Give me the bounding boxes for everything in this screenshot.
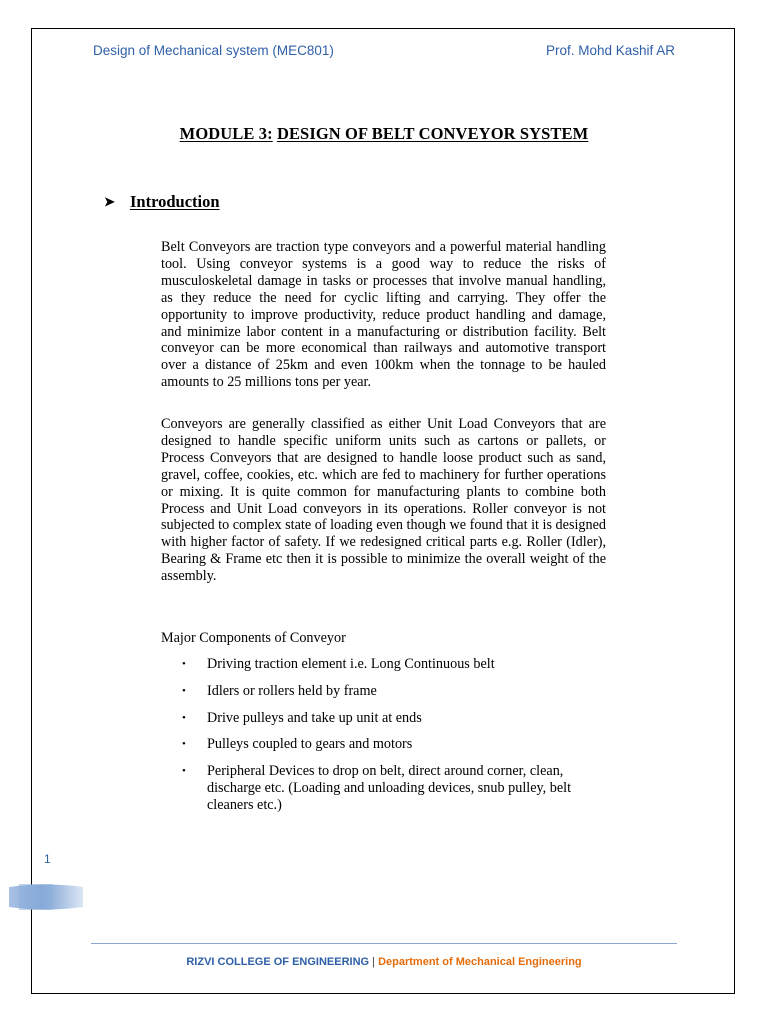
bullet-icon: •: [182, 684, 186, 697]
bullet-icon: •: [182, 658, 186, 670]
components-list: [182, 656, 612, 824]
list-item: • Peripheral Devices to drop on belt, direct around corner, clean, discharge etc. (Loading and unloading devices, snub pulley, belt cleaners etc.): [182, 763, 572, 814]
module-name: DESIGN OF BELT CONVEYOR SYSTEM: [276, 124, 589, 143]
bullet-icon: •: [182, 711, 186, 724]
section-heading: [104, 192, 220, 212]
section-label: Introduction: [130, 192, 220, 211]
footer-separator: |: [372, 956, 376, 968]
paragraph-classification: Conveyors are generally classified as either Unit Load Conveyors that are designed to handle specific uniform units such as cartons or pallets, or Process Conveyors that are designed to handle loose product such as sand, gravel, coffee, cookies, etc. which are fed to machinery for further operations or mixing. It is quite common for manufacturing plants to combine both Process and Unit Load conveyors in its operations. Roller conveyor is not subjected to complex state of loading even though we found that it is designed with higher factor of safety. If we redesigned critical parts e.g. Roller (Idler), Bearing & Frame etc then it is possible to minimize the overall weight of the assembly.: [161, 416, 606, 585]
list-item: • Driving traction element i.e. Long Continuous belt: [182, 656, 495, 672]
footer-divider: [91, 943, 677, 944]
header-professor: Prof. Mohd Kashif AR: [545, 43, 675, 58]
bullet-icon: •: [182, 765, 186, 778]
arrow-bullet-icon: ➤: [104, 194, 115, 209]
page-number: 1: [44, 852, 51, 866]
list-item: • Pulleys coupled to gears and motors: [182, 736, 413, 753]
list-item: • Drive pulleys and take up unit at ends: [182, 709, 422, 726]
footer-department: Department of Mechanical Engineering: [378, 956, 582, 968]
page-corner-decoration: [9, 884, 83, 910]
paragraph-intro: Belt Conveyors are traction type conveyors and a powerful material handling tool. Using conveyor systems is a good way to reduce the risks of musculoskeletal damage in tasks or processes that involve manual handling, as they reduce the need for cyclic lifting and carrying. They offer the opportunity to improve productivity, reduce product handling and damage, and minimize labor content in a manufacturing or distribution facility. Belt conveyor can be more economical than railways and automotive transport over a distance of 25km and even 100km when the tonnage to be hauled amounts to 25 millions tons per year.: [161, 239, 606, 391]
footer: [0, 956, 768, 968]
module-number: MODULE 3:: [179, 124, 273, 143]
module-title: [0, 124, 768, 144]
footer-college: RIZVI COLLEGE OF ENGINEERING: [186, 956, 370, 968]
bullet-icon: •: [182, 738, 186, 751]
header-course-title: Design of Mechanical system (MEC801): [93, 43, 334, 58]
list-item: • Idlers or rollers held by frame: [182, 682, 377, 699]
components-title: Major Components of Conveyor: [161, 630, 346, 646]
